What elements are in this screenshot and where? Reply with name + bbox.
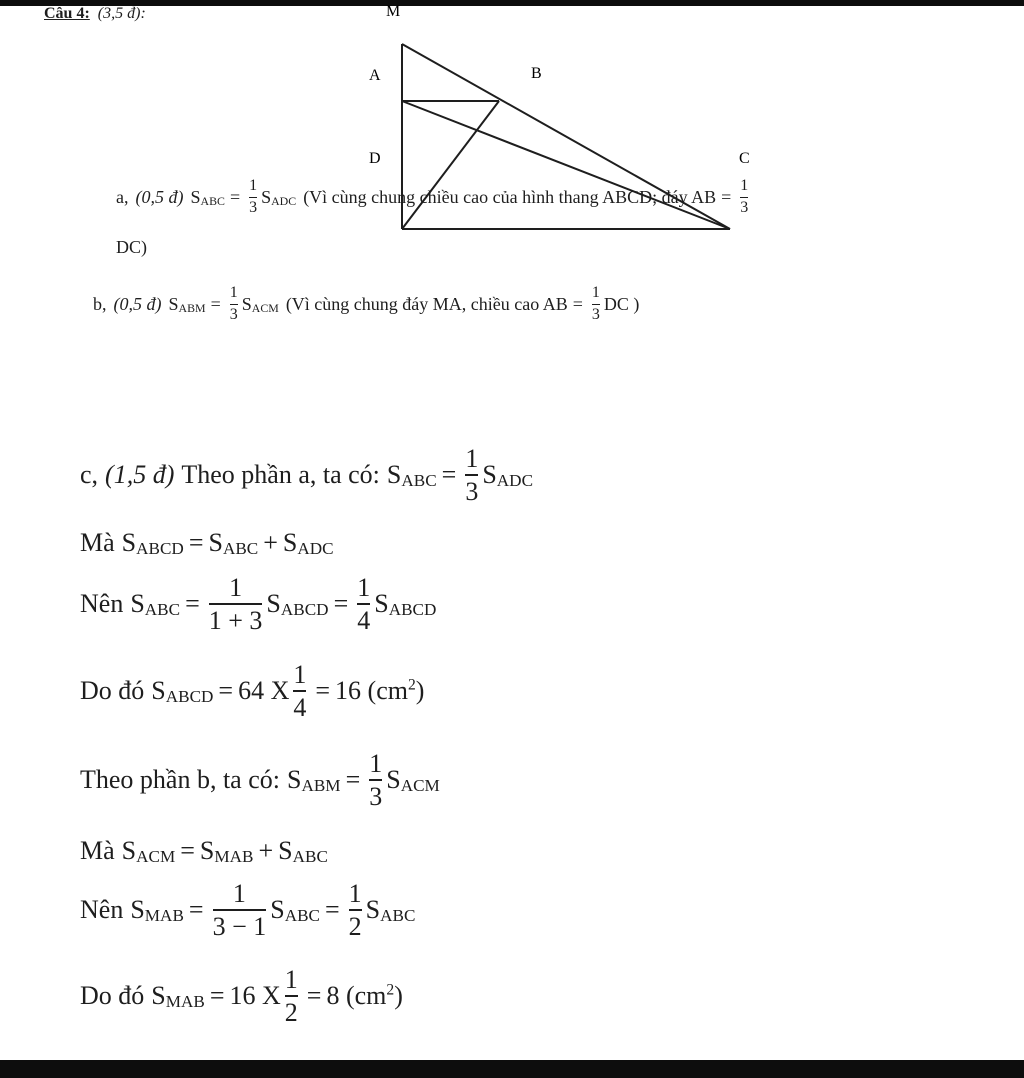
- part-a-cont-text: DC): [116, 237, 147, 257]
- area-abm: SABM: [168, 294, 206, 316]
- area-adc: SADC: [261, 187, 297, 209]
- part-a-prefix: a,: [116, 187, 129, 208]
- area-term: SACM: [121, 836, 176, 867]
- part-c-line-7: [80, 880, 415, 940]
- area-term: SABC: [130, 589, 181, 620]
- line-text: Mà: [80, 836, 115, 865]
- area-acm: SACM: [241, 294, 279, 316]
- fraction: $\frac{1}{3 - 1}$: [212, 879, 267, 941]
- point-label-D: D: [369, 150, 381, 167]
- fraction: $\frac{1}{1 + 3}$: [208, 573, 263, 635]
- part-c-points: (1,5 đ): [105, 460, 175, 490]
- area-term: SABCD: [151, 676, 214, 707]
- point-label-C: C: [739, 150, 750, 167]
- area-term: SABCD: [374, 589, 437, 620]
- fraction: $\frac{1}{4}$: [293, 660, 307, 722]
- area-term: SADC: [482, 460, 534, 491]
- point-label-A: A: [369, 67, 381, 84]
- part-c-line-3: [80, 574, 436, 634]
- part-b-points: (0,5 đ): [113, 294, 162, 315]
- area-term: SADC: [282, 528, 334, 559]
- area-term: SABC: [365, 895, 416, 926]
- line-text: Theo phần b, ta có:: [80, 765, 280, 795]
- equals-sign: =: [185, 589, 200, 619]
- line-text: Theo phần a, ta có:: [181, 460, 380, 490]
- fraction: $\frac{1}{2}$: [348, 879, 362, 941]
- equals-sign: =: [306, 981, 322, 1011]
- geometry-diagram: [0, 0, 1024, 300]
- value-text: 64 X: [238, 676, 290, 706]
- part-c-line-5: [80, 750, 440, 810]
- fraction: $\frac{1}{2}$: [284, 965, 298, 1027]
- equals-sign: =: [441, 460, 457, 490]
- equals-sign: =: [188, 895, 204, 925]
- part-a-points: (0,5 đ): [135, 187, 184, 208]
- equals-sign: =: [324, 895, 340, 925]
- equals-sign: =: [572, 294, 583, 315]
- part-c-line-4: [80, 661, 424, 721]
- part-a-line: [116, 178, 752, 217]
- line-text: Do đó: [80, 981, 145, 1011]
- area-term: SMAB: [151, 981, 205, 1012]
- part-a-explanation: (Vì cùng chung chiều cao của hình thang ABCD; đáy AB: [303, 187, 717, 208]
- fraction-one-third: $\frac{1}{3}$: [249, 177, 258, 217]
- area-term: SABCD: [266, 589, 329, 620]
- fraction-one-third: $\frac{1}{3}$: [740, 177, 749, 217]
- result: 16 $(cm^2)$: [335, 676, 425, 706]
- area-term: SABC: [270, 895, 320, 926]
- equals-sign: =: [188, 528, 204, 557]
- area-term: SABCD: [121, 528, 184, 559]
- area-term: SABC: [278, 836, 328, 867]
- area-term: SABM: [287, 765, 341, 796]
- fraction: $\frac{1}{4}$: [357, 573, 371, 635]
- point-label-B: B: [531, 65, 542, 82]
- plus-sign: +: [263, 528, 278, 557]
- equals-sign: =: [218, 676, 234, 706]
- equals-sign: =: [345, 765, 361, 795]
- line-text: Do đó: [80, 676, 145, 706]
- part-b-line: [93, 285, 639, 324]
- part-b-prefix: b,: [93, 294, 107, 315]
- part-b-end: DC ): [603, 294, 640, 315]
- part-c-line-1: [80, 445, 533, 505]
- part-c-line-2: [80, 528, 334, 558]
- fraction: $\frac{1}{3}$: [465, 444, 479, 506]
- area-term: SABC: [386, 460, 437, 491]
- area-abc: SABC: [190, 187, 225, 209]
- equals-sign: =: [333, 589, 349, 619]
- line-text: Nên: [80, 589, 124, 619]
- bottom-edge-bar: [0, 1060, 1024, 1078]
- plus-sign: +: [258, 836, 274, 865]
- value-text: 16 X: [229, 981, 281, 1011]
- fraction-one-third: $\frac{1}{3}$: [591, 284, 600, 324]
- line-text: Mà: [80, 528, 115, 557]
- fraction: $\frac{1}{3}$: [369, 749, 383, 811]
- question-points: (3,5 đ):: [97, 5, 146, 22]
- area-term: SACM: [386, 765, 440, 796]
- part-c-prefix: c,: [80, 460, 99, 490]
- area-term: SABC: [208, 528, 259, 559]
- equals-sign: =: [229, 187, 241, 208]
- question-label: Câu 4:: [44, 5, 90, 22]
- equals-sign: =: [721, 187, 732, 208]
- part-b-explanation: (Vì cùng chung đáy MA, chiều cao AB: [285, 294, 568, 315]
- part-a-continuation: [116, 237, 147, 258]
- equals-sign: =: [209, 981, 225, 1011]
- part-c-line-6: [80, 836, 328, 866]
- point-label-M: M: [386, 3, 401, 20]
- area-term: SMAB: [199, 836, 254, 867]
- line-text: Nên: [80, 895, 124, 925]
- equals-sign: =: [180, 836, 195, 865]
- result: 8 $(cm^2)$: [326, 981, 403, 1011]
- part-c-line-8: [80, 966, 403, 1026]
- equals-sign: =: [315, 676, 331, 706]
- equals-sign: =: [210, 294, 221, 315]
- fraction-one-third: $\frac{1}{3}$: [229, 284, 238, 324]
- area-term: SMAB: [130, 895, 184, 926]
